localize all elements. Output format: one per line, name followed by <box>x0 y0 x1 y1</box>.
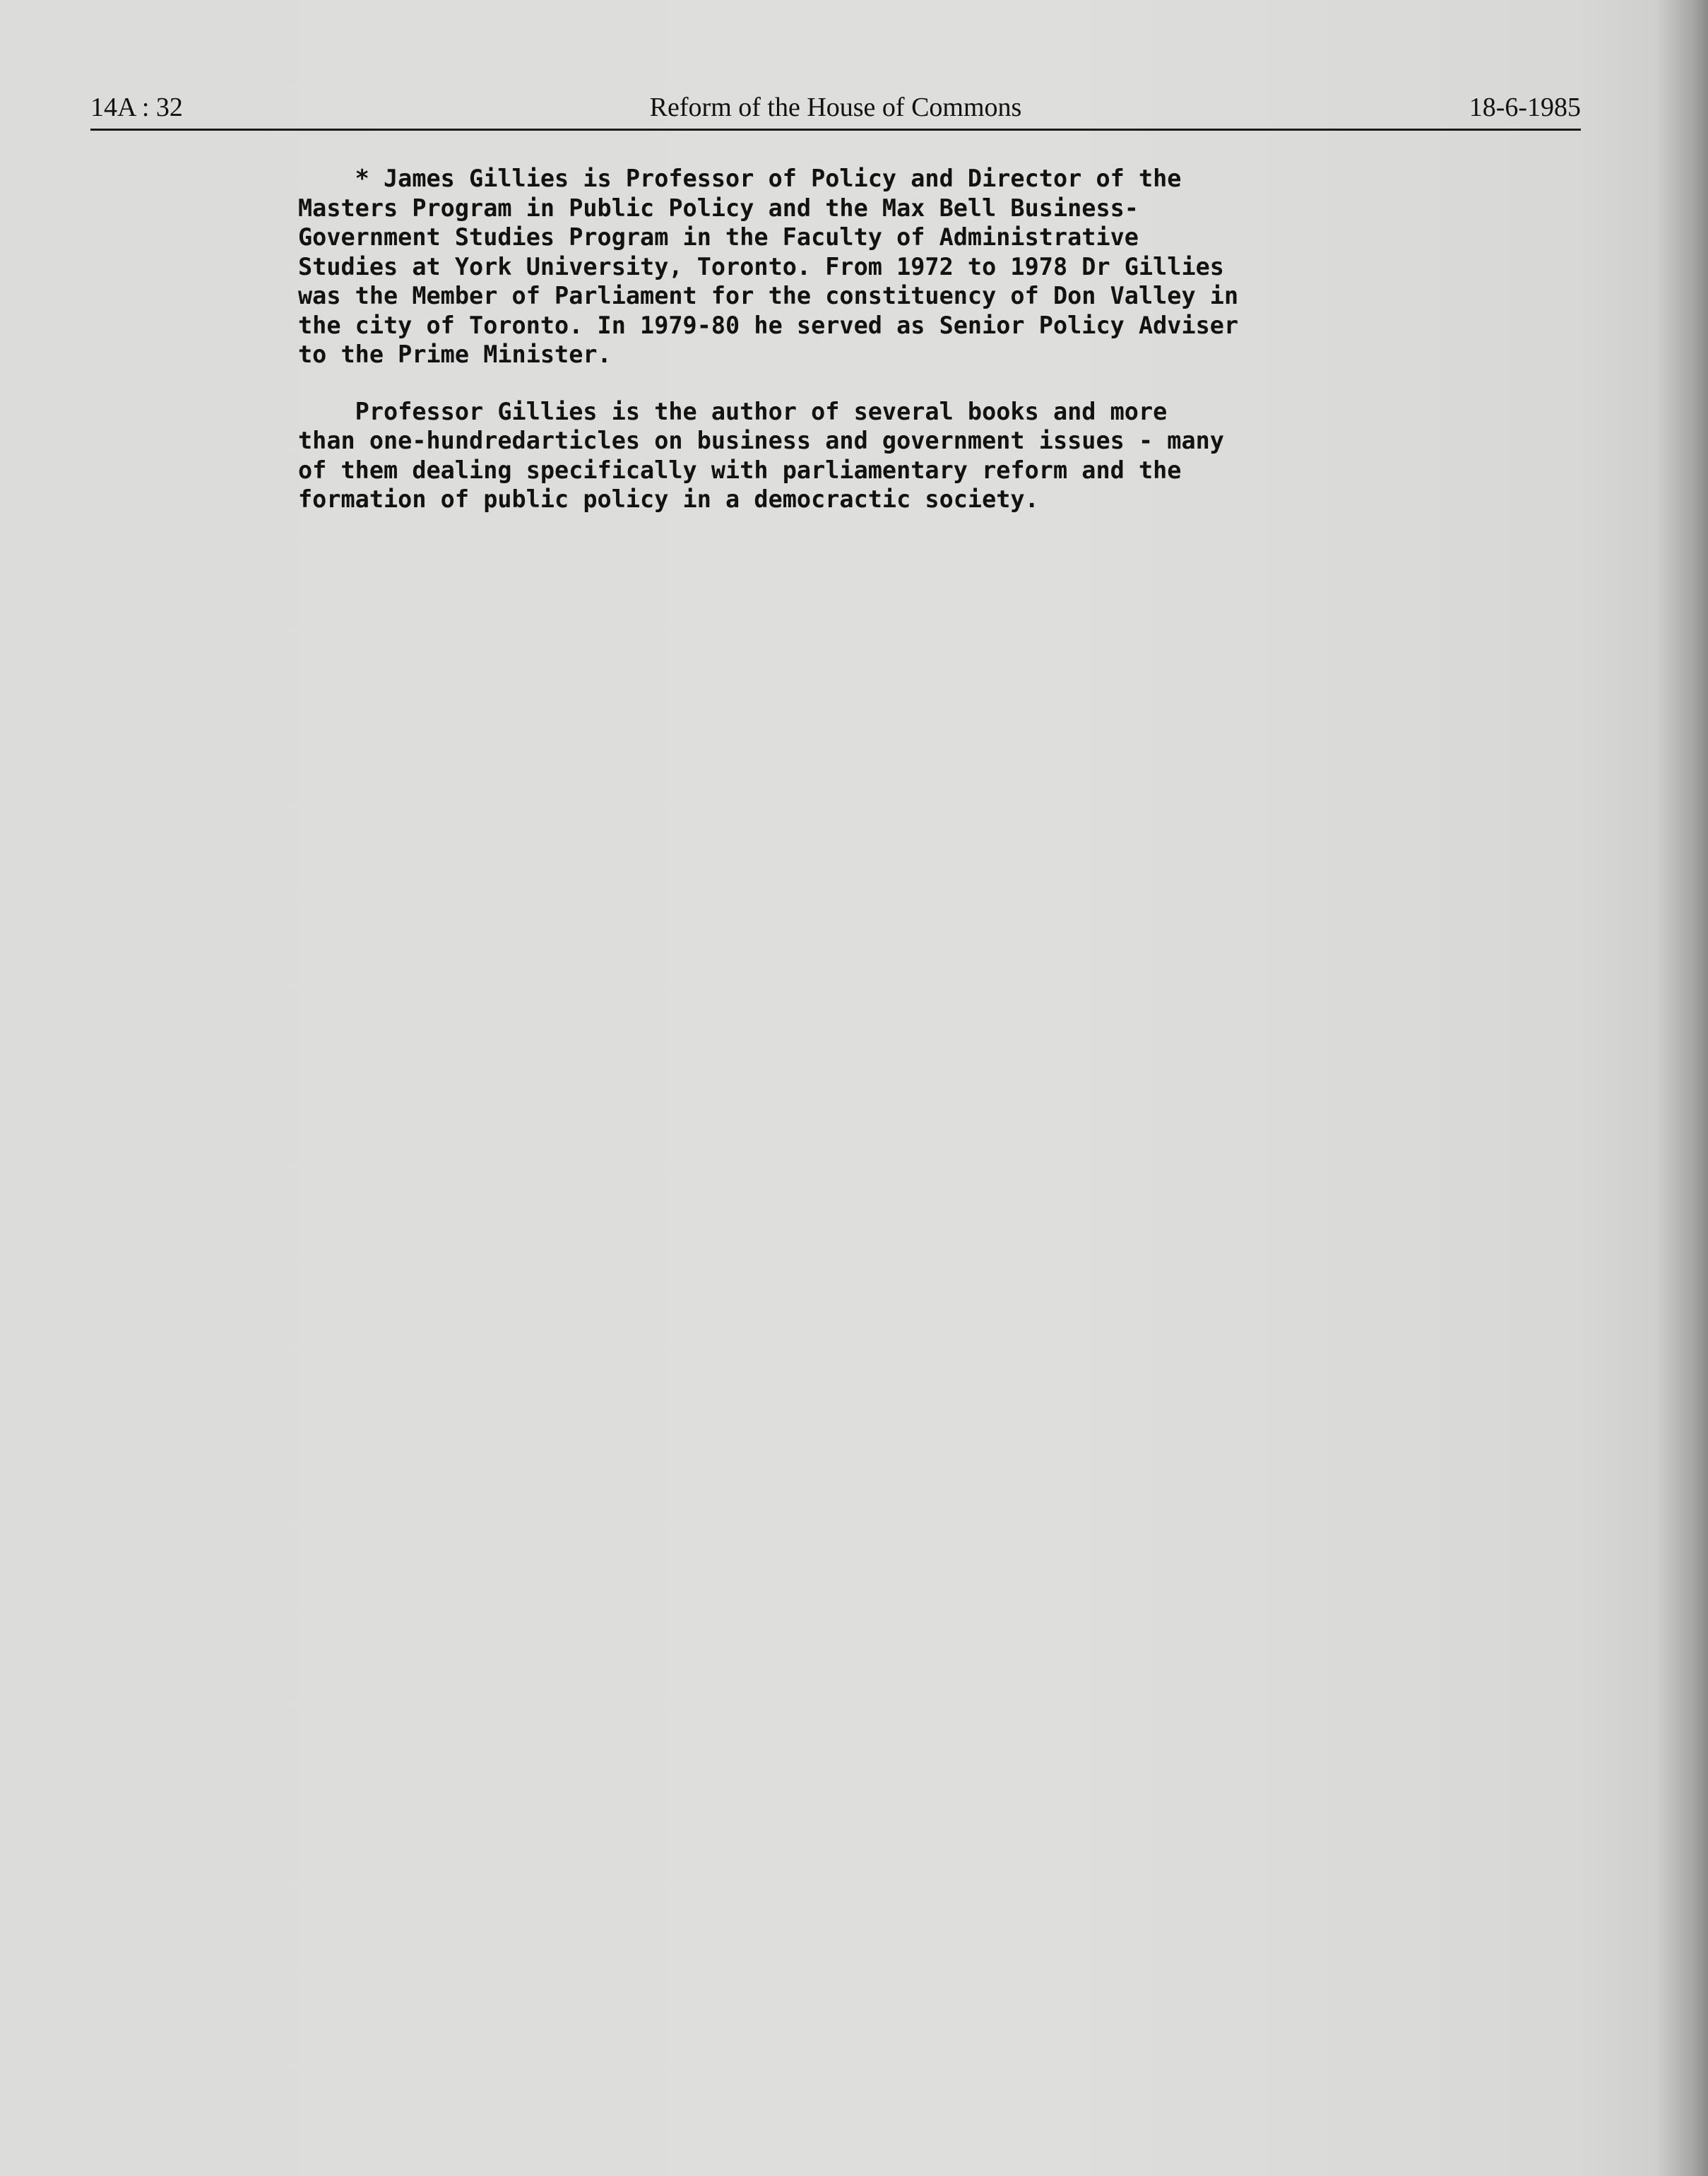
text-line: the city of Toronto. In 1979-80 he served as Senior Policy Adviser <box>298 311 1239 339</box>
text-line: Studies at York University, Toronto. From 1972 to 1978 Dr Gillies <box>298 252 1224 280</box>
text-line: formation of public policy in a democractic society. <box>298 485 1039 513</box>
text-line: Government Studies Program in the Faculty of Administrative <box>298 223 1139 251</box>
text-line: was the Member of Parliament for the constituency of Don Valley in <box>298 282 1239 309</box>
page-number: 14A : 32 <box>90 93 183 122</box>
page-title: Reform of the House of Commons <box>649 93 1022 122</box>
text-line: to the Prime Minister. <box>298 341 612 368</box>
running-header <box>90 86 1581 131</box>
text-line: than one-hundredarticles on business and government issues - many <box>298 427 1224 454</box>
footnote-text <box>298 164 1449 514</box>
text-line: of them dealing specifically with parliamentary reform and the <box>298 456 1182 484</box>
author-bio-paragraph <box>298 164 1449 369</box>
header-date: 18-6-1985 <box>1469 93 1581 122</box>
author-publications-paragraph <box>298 397 1449 514</box>
text-line: Masters Program in Public Policy and the Max Bell Business- <box>298 194 1139 222</box>
paragraph-gap <box>298 369 1449 397</box>
text-line: Professor Gillies is the author of several books and more <box>298 397 1168 425</box>
text-line: * James Gillies is Professor of Policy and Director of the <box>298 165 1182 192</box>
